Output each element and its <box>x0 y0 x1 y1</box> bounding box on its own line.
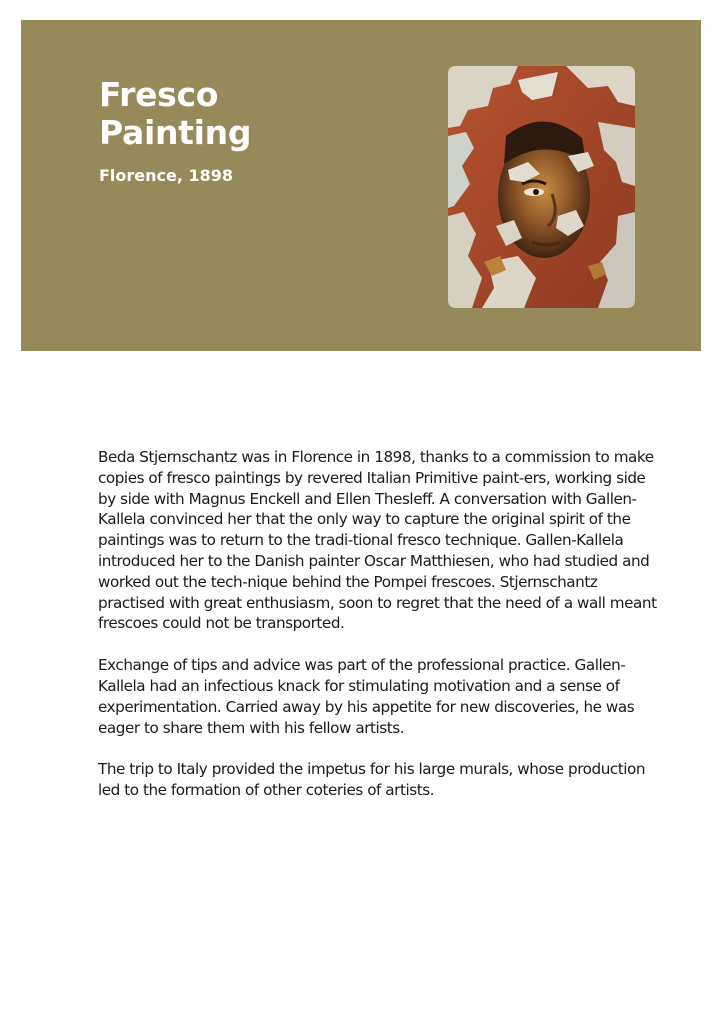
page-subtitle: Florence, 1898 <box>99 166 234 185</box>
title-line-1: Fresco <box>99 75 219 114</box>
paragraph: Beda Stjernschantz was in Florence in 1898, thanks to a commission to make copies of fresco paintings by revered Italian Primitive paint-ers, working side by side with Magnus Enckell and Ellen Thesleff. A conversation with Gallen-Kallela convinced her that the only way to capture the original spirit of the paintings was to return to the tradi-tional fresco technique. Gallen-Kallela introduced her to the Danish painter Oscar Matthiesen, who had studied and worked out the tech-nique behind the Pompei frescoes. Stjernschantz practised with great enthusiasm, soon to regret that the need of a wall meant frescoes could not be transported. <box>98 448 657 633</box>
article-body <box>98 447 658 822</box>
header-band <box>21 20 701 351</box>
paragraph: Exchange of tips and advice was part of the professional practice. Gallen-Kallela had an infectious knack for stimulating motivation and a sense of experimentation. Carried away by his appetite for new discoveries, he was eager to share them with his fellow artists. <box>98 656 635 737</box>
page-title <box>99 76 349 152</box>
title-line-2: Painting <box>99 113 252 152</box>
fresco-portrait-image <box>448 66 635 308</box>
paragraph: The trip to Italy provided the impetus for his large murals, whose production led to the formation of other coteries of artists. <box>98 760 646 800</box>
